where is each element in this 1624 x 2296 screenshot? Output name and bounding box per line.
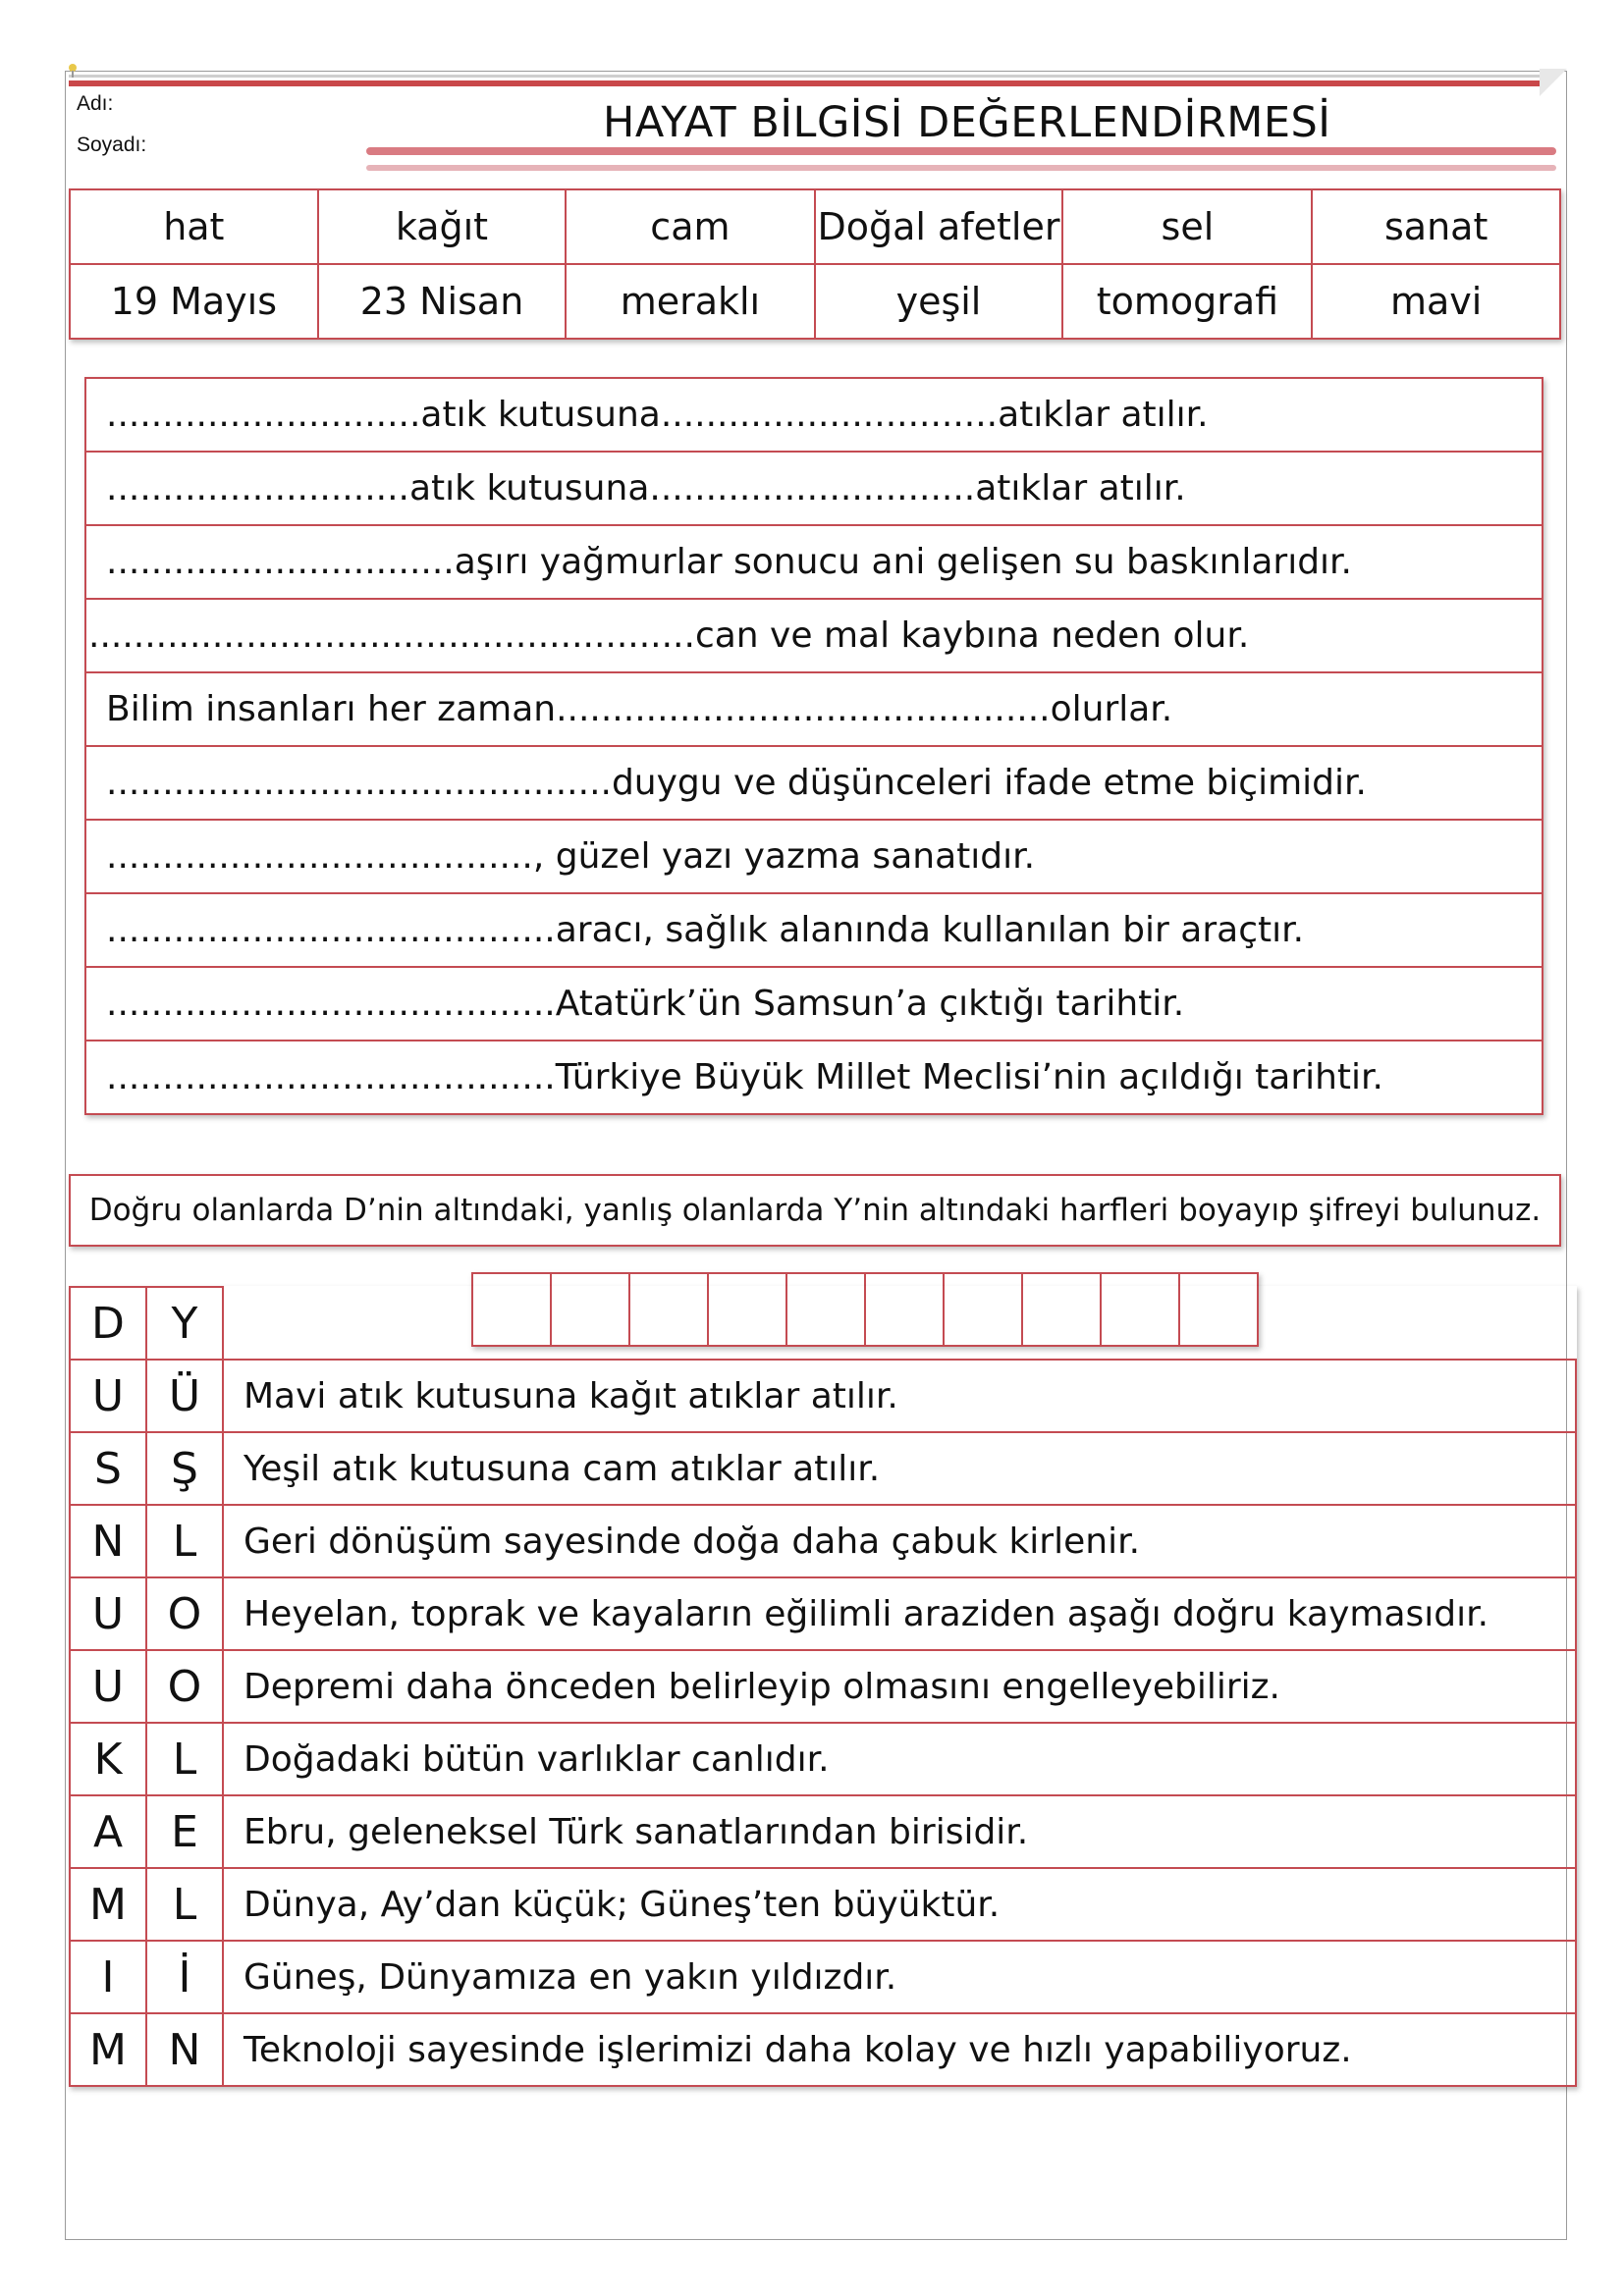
letter-d[interactable]: K [70,1723,146,1795]
fill-sentence[interactable]: ...............................aşırı yağmurlar sonucu ani gelişen su baskınlarıdır. [84,526,1543,600]
true-false-row [70,2013,1576,2086]
true-false-row [70,1723,1576,1795]
word-bank-cell: Doğal afetler [815,189,1063,264]
fill-sentence[interactable]: ......................................................can ve mal kaybına neden olur. [84,600,1543,673]
instruction-box: Doğru olanlarda D’nin altındaki, yanlış olanlarda Y’nin altındaki harfleri boyayıp şifreyi bulunuz. [69,1174,1561,1247]
letter-d[interactable]: M [70,1868,146,1941]
header-y: Y [146,1287,223,1360]
page-title: HAYAT BİLGİSİ DEĞERLENDİRMESİ [603,98,1331,147]
word-bank-table [69,188,1561,340]
statement: Geri dönüşüm sayesinde doğa daha çabuk kirlenir. [223,1505,1576,1577]
top-rule-red [69,80,1542,86]
true-false-row [70,1505,1576,1577]
statement: Ebru, geleneksel Türk sanatlarından birisidir. [223,1795,1576,1868]
word-bank-cell: hat [70,189,318,264]
true-false-header-row [70,1287,1576,1360]
true-false-row [70,1650,1576,1723]
word-bank-row [70,189,1560,264]
letter-d[interactable]: A [70,1795,146,1868]
letter-y[interactable]: L [146,1868,223,1941]
statement: Doğadaki bütün varlıklar canlıdır. [223,1723,1576,1795]
statement: Depremi daha önceden belirleyip olmasını engelleyebiliriz. [223,1650,1576,1723]
letter-y[interactable]: Ş [146,1432,223,1505]
statement: Mavi atık kutusuna kağıt atıklar atılır. [223,1360,1576,1432]
letter-d[interactable]: U [70,1577,146,1650]
word-bank-cell: sel [1062,189,1312,264]
letter-y[interactable]: O [146,1577,223,1650]
letter-d[interactable]: N [70,1505,146,1577]
letter-d[interactable]: U [70,1360,146,1432]
header-blank [223,1287,1576,1360]
letter-d[interactable]: M [70,2013,146,2086]
statement: Yeşil atık kutusuna cam atıklar atılır. [223,1432,1576,1505]
word-bank-cell: 19 Mayıs [70,264,318,339]
statement: Teknoloji sayesinde işlerimizi daha kolay ve hızlı yapabiliyoruz. [223,2013,1576,2086]
fill-sentence[interactable]: ............................atık kutusuna..............................atıklar atılır. [84,377,1543,453]
title-underline [366,147,1556,155]
letter-y[interactable]: N [146,2013,223,2086]
word-bank-row [70,264,1560,339]
top-rule-gray [69,75,1542,78]
true-false-row [70,1432,1576,1505]
true-false-row [70,1941,1576,2013]
fill-sentence[interactable]: ...........................atık kutusuna.............................atıklar atılır. [84,453,1543,526]
true-false-row [70,1577,1576,1650]
fill-sentence[interactable]: ........................................Atatürk’ün Samsun’a çıktığı tarihtir. [84,968,1543,1041]
page-corner-fold [1540,69,1567,96]
statement: Heyelan, toprak ve kayaların eğilimli araziden aşağı doğru kaymasıdır. [223,1577,1576,1650]
true-false-row [70,1795,1576,1868]
word-bank-cell: cam [566,189,814,264]
letter-y[interactable]: Ü [146,1360,223,1432]
fill-sentence[interactable]: ........................................Türkiye Büyük Millet Meclisi’nin açıldığı tarihtir. [84,1041,1543,1115]
letter-y[interactable]: L [146,1723,223,1795]
fill-sentence[interactable]: ........................................aracı, sağlık alanında kullanılan bir araçtır. [84,894,1543,968]
statement: Dünya, Ay’dan küçük; Güneş’ten büyüktür. [223,1868,1576,1941]
pin-icon [67,63,79,79]
letter-y[interactable]: İ [146,1941,223,2013]
word-bank-cell: yeşil [815,264,1063,339]
true-false-row [70,1868,1576,1941]
word-bank-cell: meraklı [566,264,814,339]
word-bank-cell: 23 Nisan [318,264,567,339]
header-d: D [70,1287,146,1360]
surname-label: Soyadı: [77,133,147,156]
fill-in-blanks-list [84,377,1543,1115]
letter-d[interactable]: S [70,1432,146,1505]
letter-y[interactable]: E [146,1795,223,1868]
letter-d[interactable]: I [70,1941,146,2013]
letter-d[interactable]: U [70,1650,146,1723]
statement: Güneş, Dünyamıza en yakın yıldızdır. [223,1941,1576,2013]
word-bank-cell: kağıt [318,189,567,264]
letter-y[interactable]: O [146,1650,223,1723]
fill-sentence[interactable]: ......................................, güzel yazı yazma sanatıdır. [84,821,1543,894]
true-false-row [70,1360,1576,1432]
word-bank-cell: sanat [1312,189,1560,264]
letter-y[interactable]: L [146,1505,223,1577]
true-false-table [69,1286,1577,2087]
fill-sentence[interactable]: Bilim insanları her zaman............................................olurlar. [84,673,1543,747]
word-bank-cell: mavi [1312,264,1560,339]
title-underline-secondary [366,165,1556,171]
name-label: Adı: [77,92,114,115]
fill-sentence[interactable]: .............................................duygu ve düşünceleri ifade etme biçimidir. [84,747,1543,821]
word-bank-cell: tomografi [1062,264,1312,339]
